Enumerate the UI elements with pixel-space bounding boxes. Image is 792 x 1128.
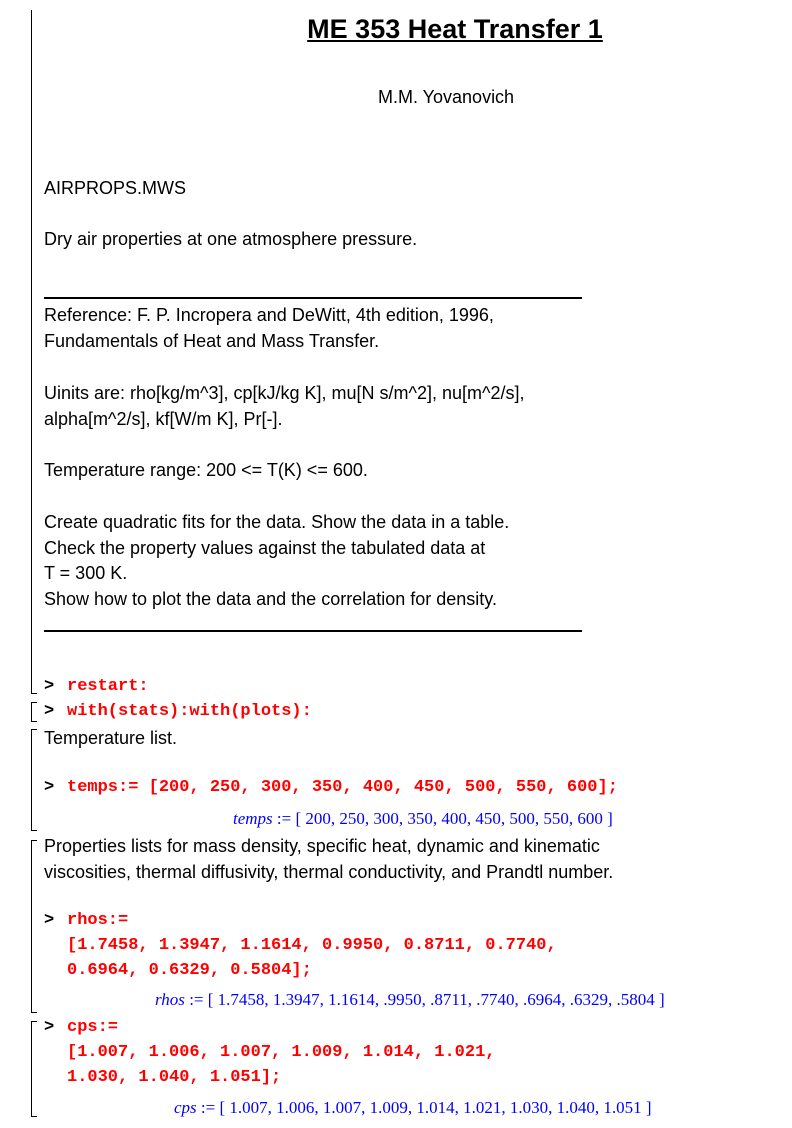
page-title	[0, 14, 792, 45]
temps-command[interactable]: temps:= [200, 250, 300, 350, 400, 450, 500, 550, 600];	[67, 778, 618, 797]
task-line-1: Create quadratic fits for the data. Show the data in a table.	[44, 512, 510, 532]
rhos-bracket	[31, 840, 37, 1013]
section-bracket-line	[31, 10, 32, 675]
task-line-4: Show how to plot the data and the correlation for density.	[44, 589, 497, 609]
properties-comment-line-1: Properties lists for mass density, specific heat, dynamic and kinematic	[44, 836, 600, 856]
with-bracket	[31, 702, 37, 722]
temps-bracket	[31, 729, 37, 831]
cps-command-line-1[interactable]: cps:=	[67, 1018, 119, 1037]
divider-bottom	[44, 630, 582, 632]
reference-line-1: Reference: F. P. Incropera and DeWitt, 4th edition, 1996,	[44, 305, 494, 325]
units-line-2: alpha[m^2/s], kf[W/m K], Pr[-].	[44, 409, 283, 429]
cps-output-value: := [ 1.007, 1.006, 1.007, 1.009, 1.014, 1.021, 1.030, 1.040, 1.051 ]	[196, 1098, 652, 1117]
cps-command-line-2[interactable]: [1.007, 1.006, 1.007, 1.009, 1.014, 1.021,	[67, 1043, 496, 1062]
prompt-symbol: >	[44, 778, 55, 797]
task-line-3: T = 300 K.	[44, 563, 128, 583]
divider-top	[44, 297, 582, 299]
description: Dry air properties at one atmosphere pressure.	[44, 229, 418, 249]
restart-command[interactable]: restart:	[67, 677, 149, 696]
temps-output-name: temps	[233, 809, 273, 828]
rhos-command-line-2[interactable]: [1.7458, 1.3947, 1.1614, 0.9950, 0.8711, 0.7740,	[67, 936, 557, 955]
rhos-output-name: rhos	[155, 990, 185, 1009]
filename: AIRPROPS.MWS	[44, 178, 187, 198]
temperature-comment: Temperature list.	[44, 728, 178, 748]
rhos-output	[155, 990, 665, 1010]
reference-line-2: Fundamentals of Heat and Mass Transfer.	[44, 331, 380, 351]
prompt-symbol: >	[44, 702, 55, 721]
cps-output	[174, 1098, 652, 1118]
cps-command-line-3[interactable]: 1.030, 1.040, 1.051];	[67, 1068, 282, 1087]
with-command[interactable]: with(stats):with(plots):	[67, 702, 312, 721]
rhos-command-line-1[interactable]: rhos:=	[67, 911, 129, 930]
temps-output-value: := [ 200, 250, 300, 350, 400, 450, 500, 550, 600 ]	[272, 809, 613, 828]
prompt-symbol: >	[44, 1018, 55, 1037]
units-line-1: Uinits are: rho[kg/m^3], cp[kJ/kg K], mu[N s/m^2], nu[m^2/s],	[44, 383, 525, 403]
cps-bracket	[31, 1021, 37, 1117]
temps-output	[233, 809, 613, 829]
rhos-output-value: := [ 1.7458, 1.3947, 1.1614, .9950, .8711, .7740, .6964, .6329, .5804 ]	[184, 990, 665, 1009]
prompt-symbol: >	[44, 677, 55, 696]
author: M.M. Yovanovich	[378, 87, 515, 107]
restart-bracket	[31, 675, 37, 694]
temperature-range: Temperature range: 200 <= T(K) <= 600.	[44, 460, 368, 480]
rhos-command-line-3[interactable]: 0.6964, 0.6329, 0.5804];	[67, 961, 312, 980]
properties-comment-line-2: viscosities, thermal diffusivity, thermal conductivity, and Prandtl number.	[44, 862, 614, 882]
prompt-symbol: >	[44, 911, 55, 930]
page-title-text: ME 353 Heat Transfer 1	[307, 14, 603, 44]
cps-output-name: cps	[174, 1098, 197, 1117]
task-line-2: Check the property values against the tabulated data at	[44, 538, 486, 558]
